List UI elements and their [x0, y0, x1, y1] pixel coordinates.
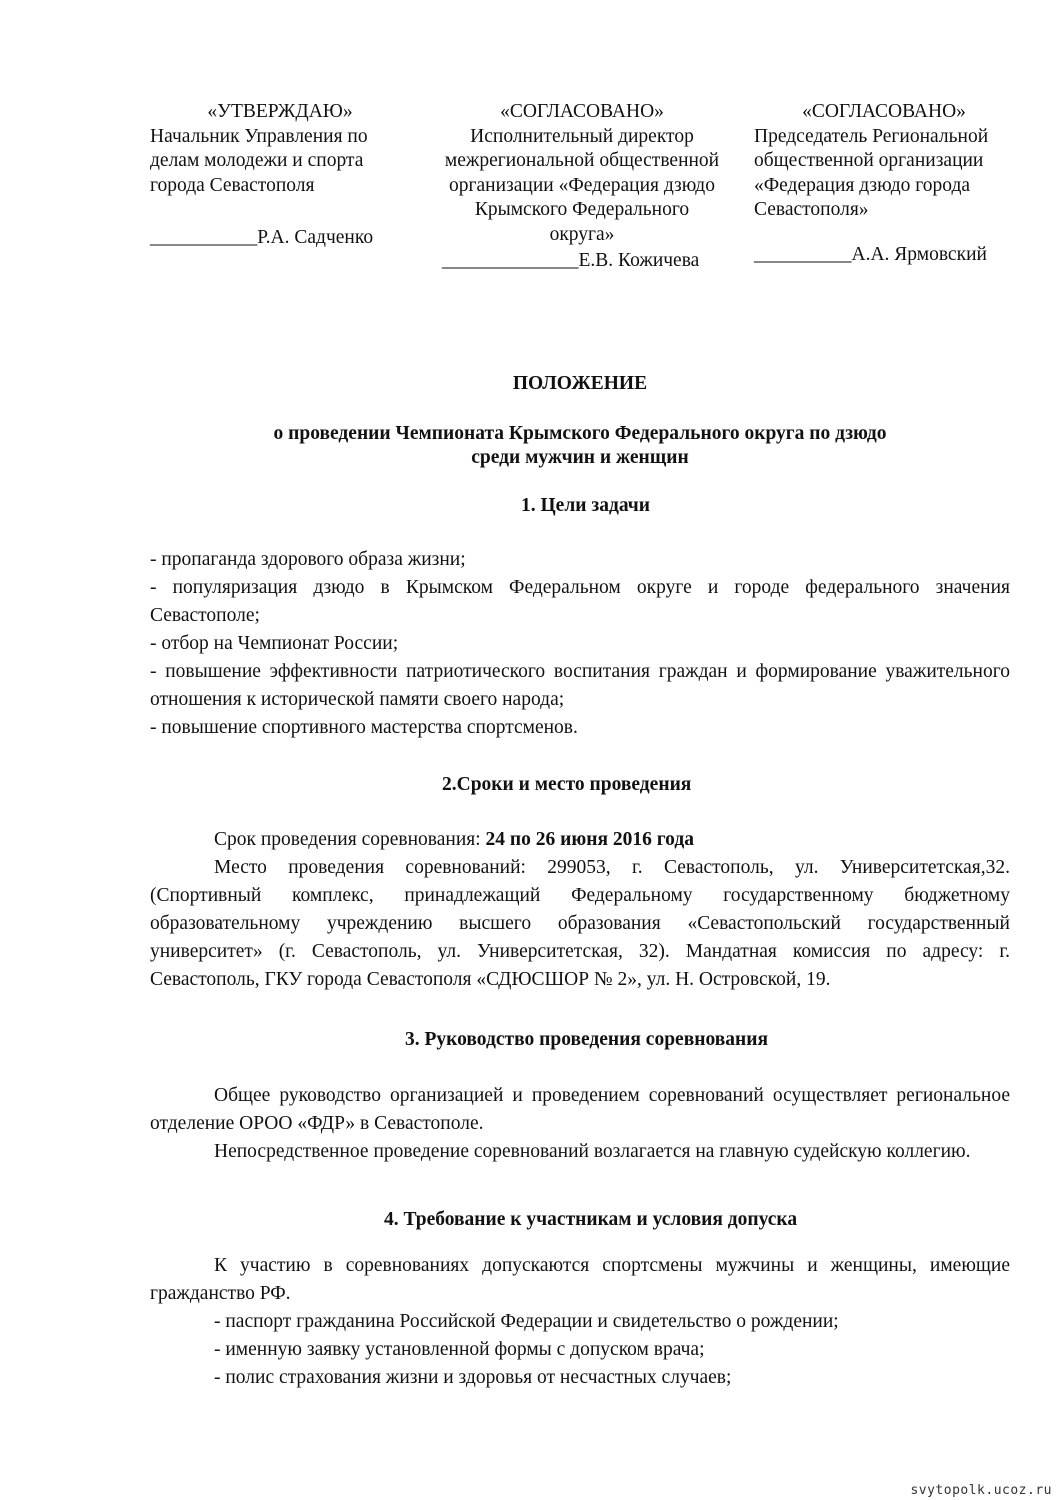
- agreed2-line: «Федерация дзюдо города: [754, 174, 971, 196]
- list-item: - отбор на Чемпионат России;: [150, 633, 399, 654]
- section-1-heading: 1. Цели задачи: [521, 495, 651, 516]
- approve-signature: ___________Р.А. Садченко: [150, 227, 374, 248]
- approve-line: делам молодежи и спорта: [150, 150, 364, 171]
- paragraph: К участию в соревнованиях допускаются спортсмены мужчины и женщины, имеющие гражданство РФ.: [150, 1255, 1010, 1304]
- list-item: - именную заявку установленной формы с допуском врача;: [214, 1339, 705, 1360]
- date-label: Срок проведения соревнования:: [214, 829, 486, 850]
- agreed2-column: [754, 100, 1014, 265]
- approval-block: [150, 100, 1012, 280]
- date-paragraph: [150, 826, 1010, 854]
- agreed1-header: «СОГЛАСОВАНО»: [500, 101, 664, 122]
- document-title: ПОЛОЖЕНИЕ: [512, 373, 648, 394]
- agreed2-line: Председатель Региональной: [754, 125, 989, 147]
- approve-line: города Севастополя: [150, 174, 315, 196]
- section-4-heading: 4. Требование к участникам и условия допуска: [384, 1209, 798, 1230]
- section-2-body: [150, 826, 1010, 994]
- list-item: - полис страхования жизни и здоровья от несчастных случаев;: [214, 1367, 732, 1388]
- agreed2-signature: __________А.А. Ярмовский: [754, 244, 987, 265]
- site-watermark: svytopolk.ucoz.ru: [910, 1483, 1052, 1498]
- agreed1-line: организации «Федерация дзюдо: [449, 174, 715, 196]
- agreed2-line: общественной организации: [754, 150, 984, 171]
- approve-column: [150, 100, 410, 248]
- date-value: 24 по 26 июня 2016 года: [485, 829, 694, 850]
- section-3-heading: 3. Руководство проведения соревнования: [405, 1029, 769, 1050]
- list-item: - пропаганда здорового образа жизни;: [150, 549, 466, 570]
- section-4-body: [150, 1252, 1010, 1392]
- agreed2-header: «СОГЛАСОВАНО»: [802, 101, 966, 122]
- agreed1-line: Исполнительный директор: [470, 125, 694, 147]
- place-paragraph: Место проведения соревнований: 299053, г. Севастополь, ул. Университетская,32. (Спортивный комплекс, принадлежащий Федеральному государственному бюджетному образовательному учреждению высшего образования «Севастопольский государственный университет» (г. Севастополь, ул. Университетская, 32). Мандатная комиссия по адресу: г. Севастополь, ГКУ города Севастополя «СДЮСШОР № 2», ул. Н. Островской, 19.: [150, 857, 1010, 990]
- approve-line: Начальник Управления по: [150, 125, 368, 147]
- paragraph: Общее руководство организацией и проведением соревнований осуществляет региональное отделение ОРОО «ФДР» в Севастополе.: [150, 1085, 1010, 1134]
- section-3-body: [150, 1082, 1010, 1166]
- subtitle-line: среди мужчин и женщин: [471, 447, 689, 468]
- section-2-heading: 2.Сроки и место проведения: [442, 774, 692, 795]
- agreed1-line: Крымского Федерального: [474, 199, 690, 220]
- subtitle-line: о проведении Чемпионата Крымского Федерального округа по дзюдо: [273, 423, 887, 444]
- agreed2-line: Севастополя»: [754, 199, 869, 220]
- approve-header: «УТВЕРЖДАЮ»: [207, 101, 353, 122]
- list-item: - повышение спортивного мастерства спортсменов.: [150, 717, 578, 738]
- agreed1-line: межрегиональной общественной: [444, 150, 720, 171]
- agreed1-signature: ______________Е.В. Кожичева: [442, 250, 700, 271]
- list-item: - популяризация дзюдо в Крымском Федеральном округе и городе федерального значения Севастополе;: [150, 577, 1010, 626]
- agreed1-line: округа»: [549, 223, 615, 245]
- list-item: - повышение эффективности патриотического воспитания граждан и формирование уважительного отношения к исторической памяти своего народа;: [150, 661, 1010, 710]
- document-subtitle: [0, 422, 1060, 470]
- list-item: - паспорт гражданина Российской Федерации и свидетельство о рождении;: [214, 1311, 839, 1332]
- agreed1-column: [432, 100, 732, 271]
- paragraph: Непосредственное проведение соревнований возлагается на главную судейскую коллегию.: [214, 1141, 971, 1162]
- section-1-body: [150, 546, 1010, 742]
